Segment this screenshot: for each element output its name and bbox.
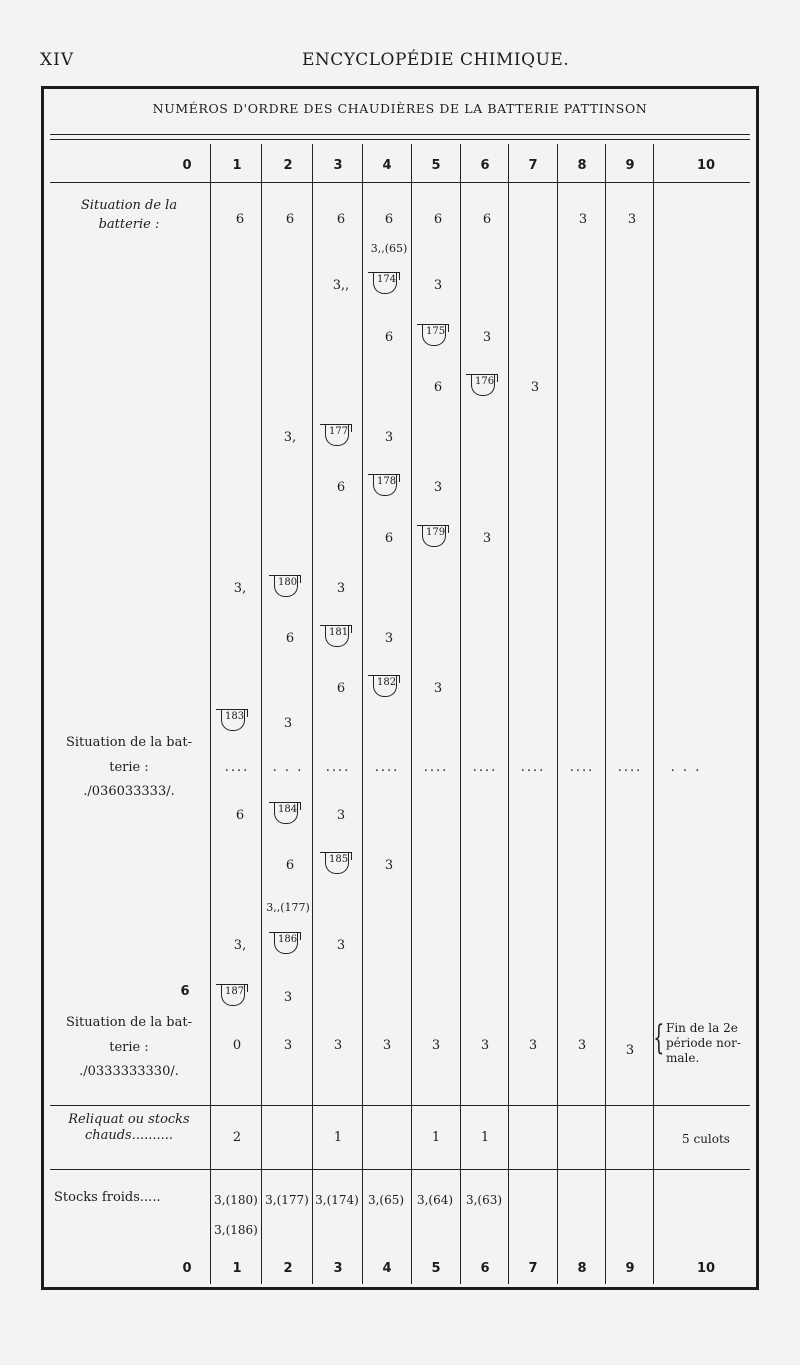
stocks-value: 3,(180) [214,1193,258,1207]
ladle-icon [272,572,308,602]
page-header [40,50,720,74]
stocks-value: 3,(186) [214,1223,258,1237]
ladle-icon [219,706,255,736]
situation-value: 3 [577,1038,587,1053]
column-number: 6 [480,158,490,173]
op-right-value: 3 [384,430,394,445]
situation-value: 6 [285,212,295,227]
op-right-value: 3 [336,808,346,823]
op-right-value: 3 [283,990,293,1005]
pattinson-table [41,86,759,1290]
column-number: 9 [625,1261,635,1276]
ladle-number: 183 [225,711,245,722]
situation-value: 6 [235,212,245,227]
column-number: 8 [577,1261,587,1276]
situation-value: 3 [627,212,637,227]
situation-value: 3 [578,212,588,227]
ladle-icon [420,522,456,552]
ladle-icon [219,981,255,1011]
title-rule-1 [50,134,750,135]
situation-label-line: batterie : [98,216,160,232]
column-number: 2 [283,1261,293,1276]
dots: .... [617,760,643,775]
dots: . . . [670,760,702,775]
op-right-value: 3 [482,531,492,546]
ladle-number: 180 [278,577,298,588]
column-number: 3 [333,158,343,173]
reliquat-value: 5 culots [682,1132,730,1146]
situation-label-line: Situation de la bat- [65,735,192,750]
situation-value: 3 [382,1038,392,1053]
end-note [666,1021,756,1066]
table-title: NUMÉROS D'ORDRE DES CHAUDIÈRES DE LA BATTERIE PATTINSON [152,101,648,116]
stocks-value: 3,(177) [265,1193,309,1207]
end-note-line: Fin de la 2e [666,1021,738,1035]
ladle-number: 176 [475,376,495,387]
situation-label [54,1011,204,1085]
op-right-value: 3 [433,278,443,293]
above-note: 3,,(177) [266,901,310,914]
situation-label-line: ./0333333330/. [79,1064,179,1080]
reliquat-label-line: Reliquat ou stocks [68,1112,190,1127]
brace: { [653,1018,665,1058]
column-number: 7 [528,1261,538,1276]
stocks-value: 3,(64) [416,1193,454,1207]
op-right-value: 3 [433,681,443,696]
situation-value: 0 [232,1038,242,1053]
column-number: 4 [382,1261,392,1276]
column-number: 0 [182,158,192,173]
reliquat-value: 2 [232,1130,242,1145]
op-left-value: 3, [233,938,247,953]
col-line [362,144,363,1284]
column-number: 10 [696,158,716,173]
end-note-line: male. [666,1051,700,1065]
op-left-value: 6 [384,330,394,345]
ladle-icon [323,849,359,879]
op-left-value: 3, [283,430,297,445]
situation-value: 3 [625,1043,635,1058]
column-number: 0 [182,1261,192,1276]
ladle-icon [469,371,505,401]
ladle-number: 186 [278,934,298,945]
ladle-number: 178 [377,476,397,487]
situation-label-line: terie : [109,759,149,775]
ladle-number: 174 [377,274,397,285]
op-right-value: 3 [384,858,394,873]
op-left-value: 6 [336,480,346,495]
column-number: 3 [333,1261,343,1276]
column-number: 9 [625,158,635,173]
ladle-icon [371,471,407,501]
op-right-value: 3 [283,716,293,731]
op-left-value: 6 [336,681,346,696]
op-right-value: 3 [336,581,346,596]
page-number: XIV [40,50,75,70]
dots: .... [472,760,498,775]
situation-value: 6 [384,212,394,227]
col-line [653,144,654,1284]
ladle-icon [323,421,359,451]
situation-label-line: Situation de la bat- [65,1015,192,1030]
situation-value: 6 [336,212,346,227]
ladle-number: 175 [426,326,446,337]
op-right-value: 3 [530,380,540,395]
situation-label [54,731,204,805]
reliquat-value: 1 [431,1130,441,1145]
ladle-icon [371,672,407,702]
situation-value: 3 [480,1038,490,1053]
op-left-value: 6 [285,858,295,873]
reliquat-label [54,1112,204,1145]
col-line [411,144,412,1284]
situation-label [54,197,204,235]
situation-value: 3 [283,1038,293,1053]
ladle-number: 187 [225,986,245,997]
ladle-number: 177 [329,426,349,437]
ladle-icon [272,929,308,959]
col-line [210,144,211,1284]
dots: .... [520,760,546,775]
stocks-value: 3,(63) [465,1193,503,1207]
reliquat-label-line: chauds.......... [84,1128,174,1144]
situation-value: 3 [528,1038,538,1053]
situation-value: 6 [433,212,443,227]
op-left-value: 6 [180,984,190,999]
column-number: 2 [283,158,293,173]
op-right-value: 3 [433,480,443,495]
op-left-value: 3,, [332,278,350,293]
title-rule-2 [50,139,750,140]
reliquat-top-rule [50,1105,750,1106]
ladle-number: 179 [426,527,446,538]
ladle-number: 181 [329,627,349,638]
stocks-value: 3,(65) [367,1193,405,1207]
op-left-value: 6 [285,631,295,646]
col-line [261,144,262,1284]
ladle-icon [323,622,359,652]
op-right-value: 3 [384,631,394,646]
ladle-number: 185 [329,854,349,865]
dots: . . . [272,760,304,775]
column-number: 8 [577,158,587,173]
column-number: 5 [431,1261,441,1276]
ladle-icon [420,321,456,351]
op-right-value: 3 [336,938,346,953]
column-number: 10 [696,1261,716,1276]
dots: .... [423,760,449,775]
dots: .... [325,760,351,775]
col-line [605,144,606,1284]
col-line [312,144,313,1284]
situation-label-line: terie : [109,1039,149,1055]
dots: .... [374,760,400,775]
ladle-icon [371,269,407,299]
col-line [460,144,461,1284]
op-left-value: 6 [235,808,245,823]
situation-value: 6 [482,212,492,227]
reliquat-value: 1 [480,1130,490,1145]
column-number: 1 [232,158,242,173]
col-line [508,144,509,1284]
stocks-value: 3,(174) [315,1193,359,1207]
above-note: 3,,(65) [370,242,408,255]
column-number: 1 [232,1261,242,1276]
situation-label-line: Situation de la [80,198,178,213]
situation-value: 3 [333,1038,343,1053]
ladle-number: 182 [377,677,397,688]
op-left-value: 6 [433,380,443,395]
stocks-label: Stocks froids..... [54,1190,161,1205]
dots: .... [569,760,595,775]
column-number: 5 [431,158,441,173]
column-number: 6 [480,1261,490,1276]
reliquat-bottom-rule [50,1169,750,1170]
column-number: 7 [528,158,538,173]
col-line [557,144,558,1284]
ladle-icon [272,799,308,829]
column-number: 4 [382,158,392,173]
dots: .... [224,760,250,775]
ladle-number: 184 [278,804,298,815]
op-left-value: 6 [384,531,394,546]
situation-label-line: ./036033333/. [83,784,175,800]
op-left-value: 3, [233,581,247,596]
end-note-line: période nor- [666,1036,741,1050]
header-rule [50,182,750,183]
situation-value: 3 [431,1038,441,1053]
reliquat-value: 1 [333,1130,343,1145]
op-right-value: 3 [482,330,492,345]
running-title: ENCYCLOPÉDIE CHIMIQUE. [302,50,570,70]
